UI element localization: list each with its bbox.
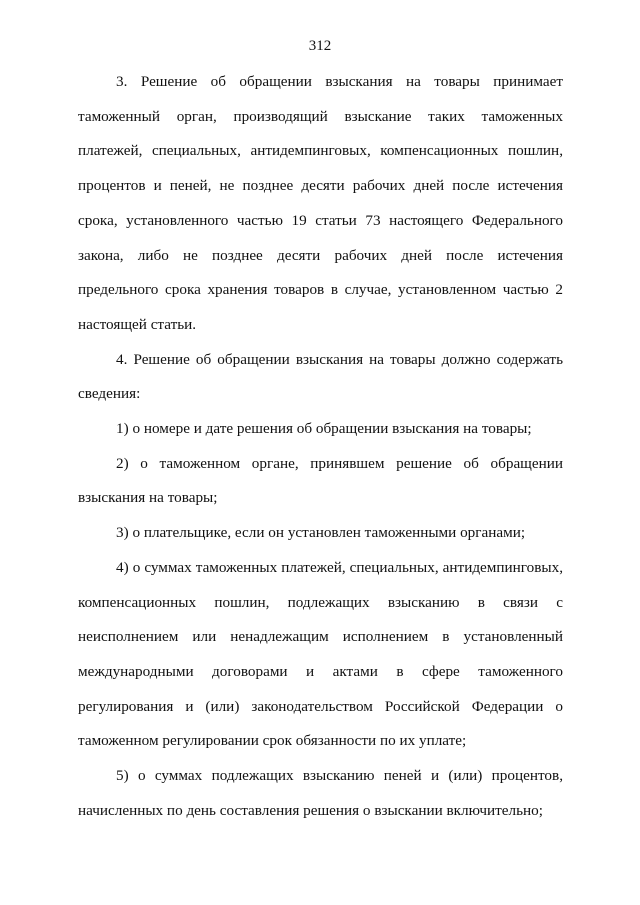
paragraph-3: 3. Решение об обращении взыскания на товары принимает таможенный орган, производящий взыскание таких таможенных платежей, специальных, антидемпинговых, компенсационных пошлин, процентов и пеней, не позднее десяти рабочих дней после истечения срока, установленного частью 19 статьи 73 настоящего Федерального закона, либо не позднее десяти рабочих дней после истечения предельного срока хранения товаров в случае, установленном частью 2 настоящей статьи. bbox=[78, 73, 563, 333]
list-item-4: 4) о суммах таможенных платежей, специальных, антидемпинговых, компенсационных пошлин, подлежащих взысканию в связи с неисполнением или ненадлежащим исполнением в установленный международными договорами и актами в сфере таможенного регулирования и (или) законодательством Российской Федерации о таможенном регулировании срок обязанности по их уплате; bbox=[78, 558, 563, 750]
list-item-5: 5) о суммах подлежащих взысканию пеней и (или) процентов, начисленных по день составления решения о взыскании включительно; bbox=[78, 767, 563, 819]
list-item-2: 2) о таможенном органе, принявшем решение об обращении взыскания на товары; bbox=[78, 454, 563, 507]
document-body bbox=[78, 65, 563, 828]
paragraph-4: 4. Решение об обращении взыскания на товары должно содержать сведения: bbox=[78, 350, 563, 403]
page-number: 312 bbox=[308, 38, 332, 54]
list-item-3: 3) о плательщике, если он установлен таможенными органами; bbox=[116, 524, 526, 542]
list-item-1: 1) о номере и дате решения об обращении взыскания на товары; bbox=[116, 420, 532, 438]
